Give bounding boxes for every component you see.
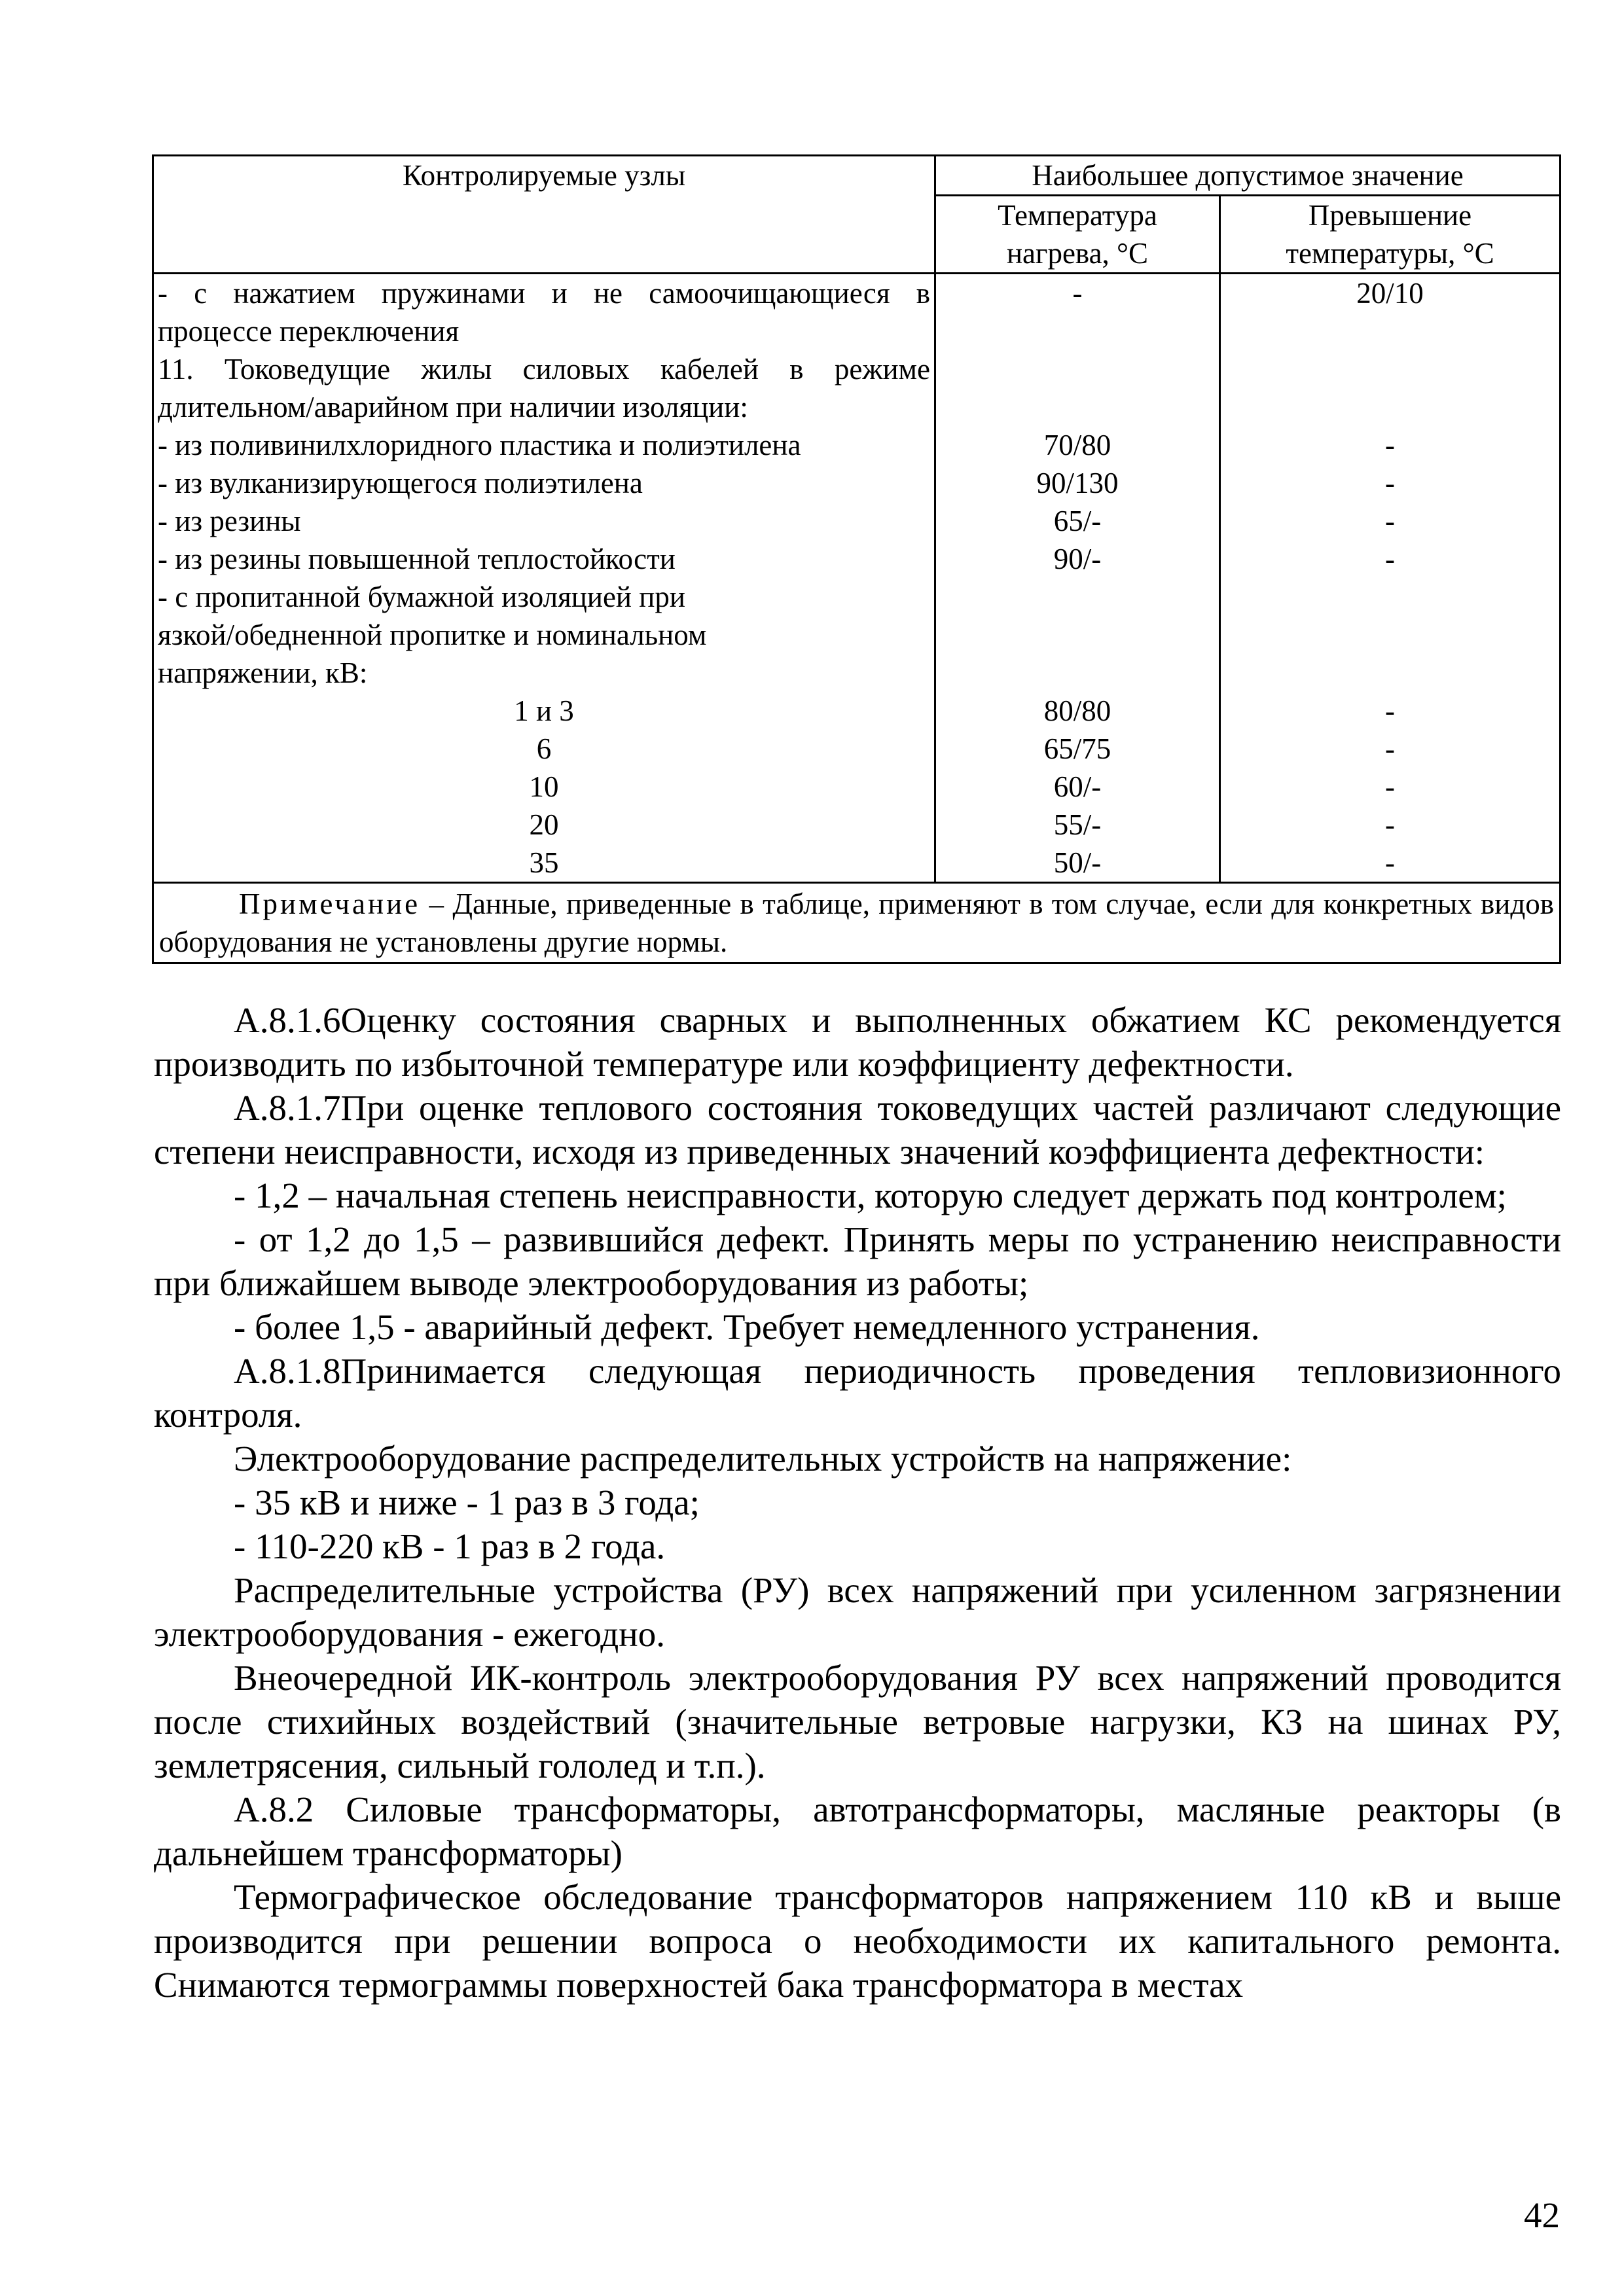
- node-line: 11. Токоведущие жилы силовых кабелей в режиме: [158, 353, 930, 386]
- paragraph: Электрооборудование распределительных устройств на напряжение:: [234, 1439, 1292, 1479]
- paragraph: Распределительные устройства (РУ) всех напряжений при усиленном загрязнении электрооборудования - ежегодно.: [154, 1570, 1561, 1654]
- paragraph: А.8.1.8Принимается следующая периодичность проведения тепловизионного контроля.: [154, 1351, 1561, 1435]
- node-cell: [153, 464, 935, 502]
- table-row: [153, 844, 1561, 883]
- heating-temperature-cell: 70/80: [935, 426, 1220, 464]
- node-line: длительном/аварийном при наличии изоляции:: [158, 391, 748, 423]
- node-line: - из вулканизирующегося полиэтилена: [158, 467, 643, 499]
- paragraph: - 1,2 – начальная степень неисправности, которую следует держать под контролем;: [234, 1175, 1507, 1215]
- heating-temperature-cell: 50/-: [935, 844, 1220, 883]
- table-row: [153, 540, 1561, 578]
- table-row: [153, 578, 1561, 692]
- paragraph: Внеочередной ИК-контроль электрооборудования РУ всех напряжений проводится после стихийных воздействий (значительные ветровые нагрузки, КЗ на шинах РУ, землетрясения, сильный гололед и т.п.).: [154, 1658, 1561, 1785]
- page-number: 42: [1524, 2195, 1560, 2235]
- table-header-row: [153, 156, 1561, 196]
- temperature-excess-cell: -: [1220, 730, 1561, 768]
- table-row: [153, 274, 1561, 351]
- temperature-excess-cell: -: [1220, 768, 1561, 806]
- node-line: - с пропитанной бумажной изоляцией при: [158, 581, 685, 613]
- heating-temperature-cell: 60/-: [935, 768, 1220, 806]
- body-text: [154, 998, 1561, 2007]
- table-row: [153, 806, 1561, 844]
- header-max-value: Наибольшее допустимое значение: [935, 156, 1561, 196]
- temperature-excess-cell: 20/10: [1220, 274, 1561, 351]
- node-cell: 1 и 3: [153, 692, 935, 730]
- temperature-excess-cell: -: [1220, 464, 1561, 502]
- paragraph: - более 1,5 - аварийный дефект. Требует немедленного устранения.: [234, 1307, 1260, 1347]
- table-note: [153, 883, 1561, 963]
- temperature-norms-table: [152, 154, 1561, 964]
- node-line: - с нажатием пружинами и не самоочищающиеся в: [158, 277, 930, 310]
- node-line: - из резины повышенной теплостойкости: [158, 543, 676, 575]
- header-controlled-nodes: Контролируемые узлы: [153, 156, 935, 274]
- header-heating-temperature: Температура нагрева, °С: [935, 196, 1220, 274]
- table-note-row: [153, 883, 1561, 963]
- table-row: [153, 730, 1561, 768]
- temperature-excess-cell: -: [1220, 540, 1561, 578]
- table-row: [153, 502, 1561, 540]
- node-cell: [153, 502, 935, 540]
- heating-temperature-cell: 65/75: [935, 730, 1220, 768]
- table-row: [153, 426, 1561, 464]
- heating-temperature-cell: 55/-: [935, 806, 1220, 844]
- temperature-excess-cell: -: [1220, 844, 1561, 883]
- table-row: [153, 464, 1561, 502]
- node-line: - из поливинилхлоридного пластика и полиэтилена: [158, 429, 801, 461]
- heating-temperature-cell: 90/-: [935, 540, 1220, 578]
- node-line: - из резины: [158, 505, 301, 537]
- paragraph: Термографическое обследование трансформаторов напряжением 110 кВ и выше производится при решении вопроса о необходимости их капитального ремонта. Снимаются термограммы поверхностей бака трансформатора в местах: [154, 1877, 1561, 2005]
- heating-temperature-cell: [935, 578, 1220, 692]
- temperature-excess-cell: -: [1220, 806, 1561, 844]
- temperature-excess-cell: [1220, 578, 1561, 692]
- node-cell: [153, 274, 935, 351]
- temperature-excess-cell: [1220, 350, 1561, 426]
- table-row: [153, 350, 1561, 426]
- temperature-excess-cell: -: [1220, 692, 1561, 730]
- node-cell: 6: [153, 730, 935, 768]
- node-cell: [153, 426, 935, 464]
- node-line: напряжении, кВ:: [158, 656, 368, 689]
- node-cell: [153, 350, 935, 426]
- table-row: [153, 692, 1561, 730]
- note-label: Примечание: [239, 888, 421, 920]
- table-row: [153, 768, 1561, 806]
- node-cell: [153, 578, 935, 692]
- heating-temperature-cell: [935, 350, 1220, 426]
- paragraph: - 35 кВ и ниже - 1 раз в 3 года;: [234, 1482, 700, 1522]
- paragraph: А.8.2 Силовые трансформаторы, автотрансформаторы, масляные реакторы (в дальнейшем трансформаторы): [154, 1789, 1561, 1873]
- node-cell: [153, 540, 935, 578]
- node-cell: 10: [153, 768, 935, 806]
- temperature-excess-cell: -: [1220, 502, 1561, 540]
- heating-temperature-cell: 90/130: [935, 464, 1220, 502]
- heating-temperature-cell: 65/-: [935, 502, 1220, 540]
- node-cell: 35: [153, 844, 935, 883]
- note-text: – Данные, приведенные в таблице, применяют в том случае, если для конкретных видов оборудования не установлены другие нормы.: [159, 888, 1554, 958]
- node-cell: 20: [153, 806, 935, 844]
- paragraph: - 110-220 кВ - 1 раз в 2 года.: [234, 1526, 666, 1566]
- temperature-excess-cell: -: [1220, 426, 1561, 464]
- paragraph: А.8.1.7При оценке теплового состояния токоведущих частей различают следующие степени неисправности, исходя из приведенных значений коэффициента дефектности:: [154, 1088, 1561, 1172]
- header-temperature-excess: Превышение температуры, °С: [1220, 196, 1561, 274]
- paragraph: А.8.1.6Оценку состояния сварных и выполненных обжатием КС рекомендуется производить по избыточной температуре или коэффициенту дефектности.: [154, 1000, 1561, 1084]
- heating-temperature-cell: 80/80: [935, 692, 1220, 730]
- heating-temperature-cell: -: [935, 274, 1220, 351]
- node-line: процессе переключения: [158, 315, 460, 348]
- paragraph: - от 1,2 до 1,5 – развившийся дефект. Принять меры по устранению неисправности при ближайшем выводе электрооборудования из работы;: [154, 1219, 1561, 1303]
- node-line: язкой/обедненной пропитке и номинальном: [158, 619, 707, 651]
